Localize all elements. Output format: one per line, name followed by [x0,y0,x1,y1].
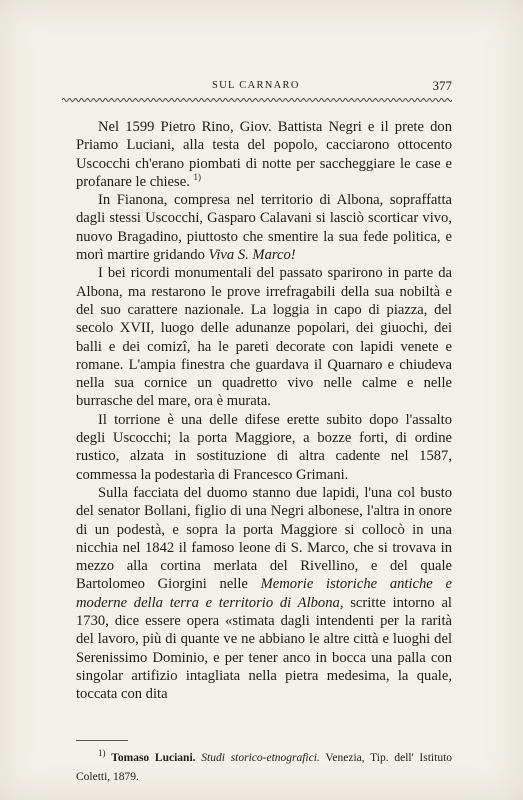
paragraph-5: Sulla facciata del duomo stanno due lapidi, l'una col busto del senator Bollani, figlio di una Negri albonese, l'altra in onore di un podestà, e sopra la porta Maggiore si collocò in una nicchia nel 1842 il famoso leone di S. Marco, che si trovava in mezzo alla cortina merlata del Rivellino, e del quale Bartolomeo Giorgini nelle Memorie istoriche antiche e moderne della terra e territorio di Albona, scritte intorno al 1730, dice essere opera «stimata dagli intendenti per la rarità del lavoro, più di quante ve ne abbiano le altre città e luoghi del Serenissimo Dominio, e per tener anco in bocca una palla con singolar artifizio intagliata nella pietra medesima, la quale, toccata con dita [76,484,452,703]
footnote-author: Tomaso Luciani. [111,752,196,764]
footnote-title: Studi storico-etnografici. [201,752,320,764]
paragraph-2: In Fianona, compresa nel territorio di Albona, sopraffatta dagli stessi Uscocchi, Gasparo Calavani si lasciò scorticar vivo, nuovo Bragadino, piuttosto che smentire la sua fede politica, e morì martire gridando Viva S. Marco! [76,192,452,264]
page-header [62,78,452,94]
footnote-publisher: Venezia, Tip. dell' Istituto Coletti, 1879. [76,752,453,783]
italic-title: Memorie istoriche antiche e moderne della terra e territorio di Albona, [76,576,452,611]
italic-phrase: Viva S. Marco! [208,247,296,264]
running-title: SUL CARNARO [212,80,300,91]
paragraph-1: Nel 1599 Pietro Rino, Giov. Battista Negri e il prete don Priamo Luciani, alla testa del popolo, cacciarono ottocento Uscocchi ch'erano piombati di notte per saccheggiare le case e profanare le chiese. $^{1)}$ [76,119,452,190]
page-number: 377 [432,78,452,93]
footnote [76,749,452,787]
paragraph-4: Il torrione è una delle difese erette subito dopo l'assalto degli Uscocchi; la porta Maggiore, a bozze forti, di ordine rustico, alzata in sostituzione di altra cadente nel 1587, commessa la podestarìa di Francesco Grimani. [76,411,452,483]
footnote-ref: 1) [193,172,201,183]
wavy-rule-ornament [62,96,452,104]
body-text [76,118,452,704]
paragraph-3: I bei ricordi monumentali del passato sparirono in parte da Albona, ma restarono le prove irrefragabili della sua nobiltà e del suo carattere nazionale. La loggia in capo di piazza, del secolo XVII, luogo delle adunanze popolari, dei giuochi, dei balli e dei comizî, ha le pareti decorate con lapidi venete e romane. L'ampia finestra che guardava il Quarnaro e chiudeva nella sua cornice un quadretto vivo nelle calme e nelle burrasche del mare, ora è murata. [76,265,452,410]
footnote-rule [76,740,128,741]
footnote-marker: 1) [98,748,106,759]
